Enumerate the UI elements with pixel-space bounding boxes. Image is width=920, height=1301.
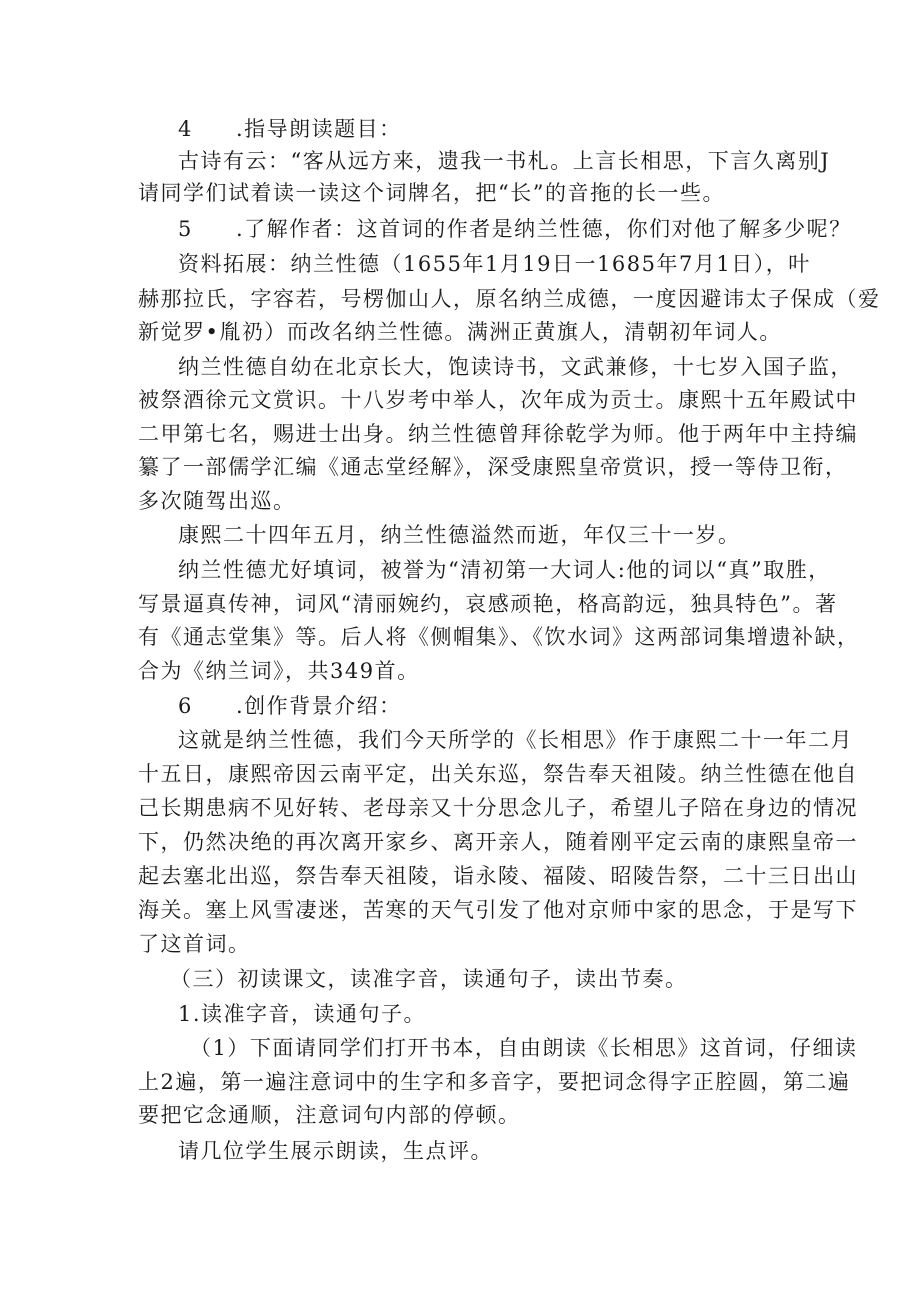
p-background-line-7: 了这首词。	[138, 932, 251, 956]
p-life-line-1: 纳兰性德自幼在北京长大，饱读诗书，文武兼修，十七岁入国子监，	[178, 355, 853, 379]
p-poetry-line-2: 写景逼真传神，词风“清丽婉约，哀感顽艳，格高韵远，独具特色”。著	[138, 592, 838, 616]
p-background-line-5: 起去塞北出巡，祭告奉天祖陵，诣永陵、福陵、昭陵告祭，二十三日出山	[138, 864, 858, 888]
p-background-line-1: 这就是纳兰性德，我们今天所学的《长相思》作于康熙二十一年二月	[178, 728, 853, 752]
section-5-title: .了解作者：这首词的作者是纳兰性德，你们对他了解多少呢？	[236, 217, 852, 241]
item-1-heading: 1.读准字音，读通句子。	[178, 1002, 427, 1026]
p-bio-line-3: 新觉罗•胤礽）而改名纳兰性德。满洲正黄旗人，清朝初年词人。	[138, 320, 782, 344]
p-background-line-3: 己长期患病不见好转、老母亲又十分思念儿子，希望儿子陪在身边的情况	[138, 796, 858, 820]
sub-item-1-line-1: （1）下面请同学们打开书本，自由朗读《长相思》这首词，仔细读	[190, 1036, 858, 1060]
p-background-line-2: 十五日，康熙帝因云南平定，出关东巡，祭告奉天祖陵。纳兰性德在他自	[138, 762, 858, 786]
section-4-title: .指导朗读题目：	[236, 117, 402, 141]
p-life-line-5: 多次随驾出巡。	[138, 489, 296, 513]
p-background-line-4: 下，仍然决绝的再次离开家乡、离开亲人，随着刚平定云南的康熙皇帝一	[138, 830, 858, 854]
p-bio-line-1: 资料拓展：纳兰性德（1655年1月19日一1685年7月1日），叶	[178, 252, 811, 276]
section-6-heading	[178, 692, 402, 720]
section-5-heading	[178, 215, 852, 243]
p-death-line-1: 康熙二十四年五月，纳兰性德溢然而逝，年仅三十一岁。	[178, 523, 741, 547]
p-life-line-3: 二甲第七名，赐进士出身。纳兰性德曾拜徐乾学为师。他于两年中主持编	[138, 422, 858, 446]
p-background-line-6: 海关。塞上风雪凄迷，苦寒的天气引发了他对京师中家的思念，于是写下	[138, 898, 858, 922]
section-4-number: 4	[178, 117, 193, 141]
section-6-title: .创作背景介绍：	[236, 694, 402, 718]
part-3-heading: （三）初读课文，读准字音，读通句子，读出节奏。	[170, 967, 688, 991]
section-4-line-2: 请同学们试着读一读这个词牌名，把“长”的音拖的长一些。	[138, 181, 725, 205]
sub-item-1-line-3: 要把它念通顺，注意词句内部的停顿。	[138, 1103, 521, 1127]
p-poetry-line-3: 有《通志堂集》等。后人将《侧帽集》、《饮水词》这两部词集增遗补缺，	[138, 625, 860, 649]
p-poetry-line-1: 纳兰性德尤好填词，被誉为“清初第一大词人:他的词以“真”取胜，	[178, 558, 831, 582]
p-life-line-2: 被祭酒徐元文赏识。十八岁考中举人，次年成为贡士。康熙十五年殿试中	[138, 388, 858, 412]
p-bio-line-2: 赫那拉氏，字容若，号楞伽山人，原名纳兰成德，一度因避讳太子保成（爱	[138, 287, 881, 311]
section-4-line-1: 古诗有云：“客从远方来，遗我一书札。上言长相思，下言久离别J	[178, 149, 831, 173]
sub-item-1-line-2: 上2遍，第一遍注意词中的生字和多音字，要把词念得字正腔圆，第二遍	[138, 1070, 851, 1094]
teacher-note: 请几位学生展示朗读，生点评。	[178, 1139, 493, 1163]
p-life-line-4: 纂了一部儒学汇编《通志堂经解》，深受康熙皇帝赏识，授一等侍卫衔，	[138, 455, 848, 479]
section-5-number: 5	[178, 217, 193, 241]
section-6-number: 6	[178, 694, 193, 718]
section-4-heading	[178, 115, 402, 143]
p-poetry-line-4: 合为《纳兰词》，共349首。	[138, 659, 420, 683]
